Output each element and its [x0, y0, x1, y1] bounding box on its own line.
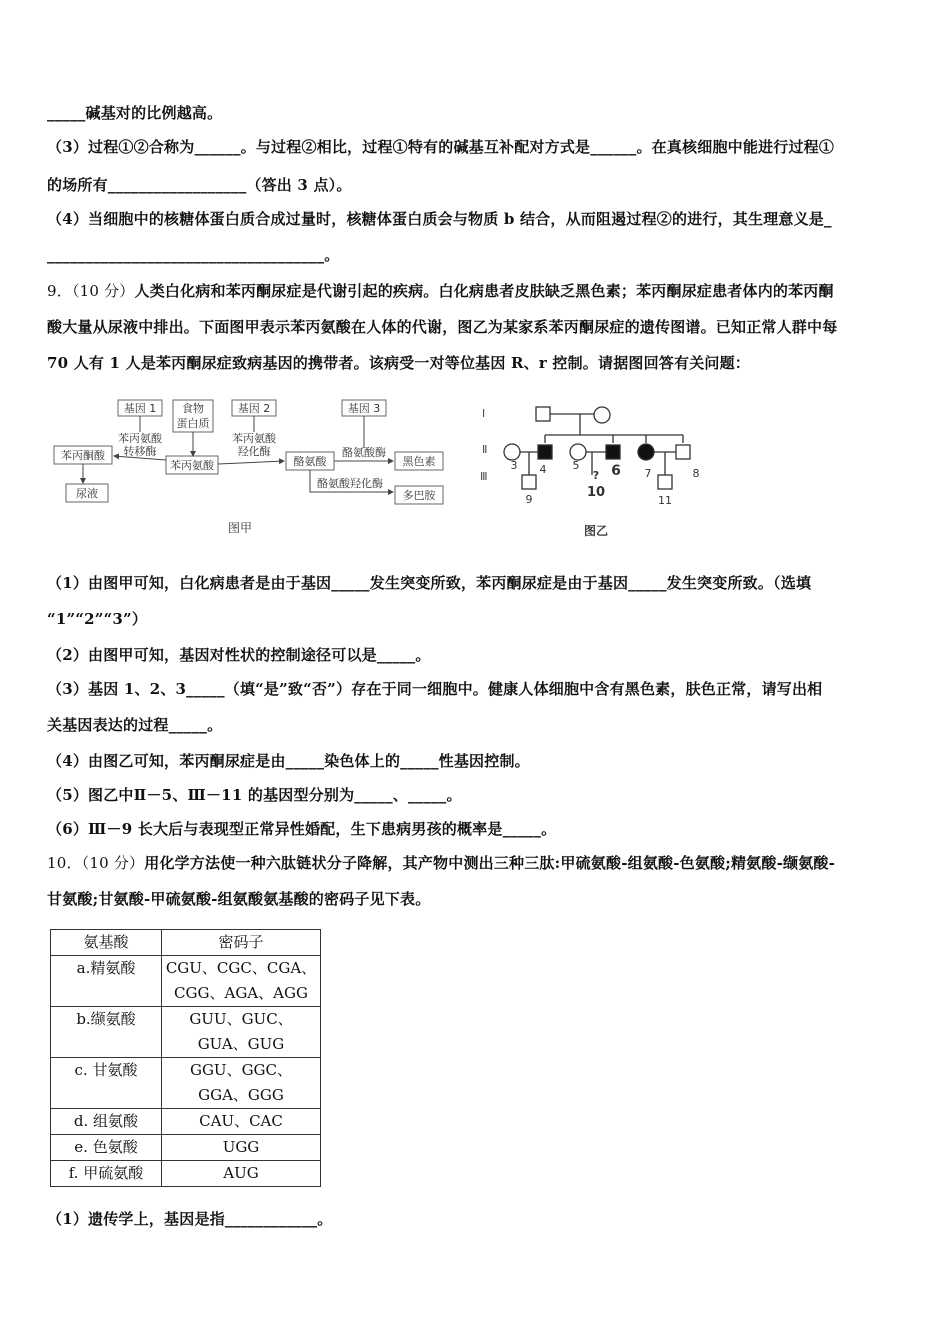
individual-4: [538, 445, 552, 459]
individual-5: [570, 444, 586, 460]
protein-label: 蛋白质: [176, 417, 210, 430]
question-9-4: （4）由图乙可知，苯丙酮尿症是由_____染色体上的_____性基因控制。: [47, 752, 530, 770]
individual-3: [504, 444, 520, 460]
generation-1-label: Ⅰ: [482, 407, 486, 420]
individual-number: 10: [586, 485, 606, 500]
tyrosine-label: 酪氨酸: [293, 455, 327, 468]
question-9-3: （3）基因 1、2、3_____（填“是”致“否”）存在于同一细胞中。健康人体细胞中含有黑色素，肤色正常，请写出相: [47, 680, 823, 698]
phenylpyruvate-label: 苯丙酮酸: [61, 449, 105, 462]
individual-1: [536, 407, 550, 421]
gene-1-label: 基因 1: [123, 402, 157, 415]
question-9-2: （2）由图甲可知，基因对性状的控制途径可以是_____。: [47, 646, 431, 664]
header-cell: 氨基酸: [51, 930, 162, 956]
codon-cell: CGU、CGC、CGA、 CGG、AGA、AGG: [162, 956, 321, 1007]
text-line: 甘氨酸;甘氨酸-甲硫氨酸-组氨酸氨基酸的密码子见下表。: [47, 890, 431, 908]
question-8-4: （4）当细胞中的核糖体蛋白质合成过量时，核糖体蛋白质会与物质 b 结合，从而阻遏过程②的进行，其生理意义是_: [47, 210, 832, 228]
text-line: 70 人有 1 人是苯丙酮尿症致病基因的携带者。该病受一对等位基因 R、r 控制。请据图回答有关问题：: [47, 354, 750, 372]
individual-6: [606, 445, 620, 459]
enzyme-label: 转移酶: [123, 445, 157, 458]
urine-label: 尿液: [76, 487, 98, 500]
food-label: 食物: [182, 402, 204, 415]
generation-3-label: Ⅲ: [480, 470, 488, 483]
amino-acid-cell: d. 组氨酸: [51, 1109, 162, 1135]
gene-3-label: 基因 3: [347, 402, 381, 415]
amino-acid-cell: e. 色氨酸: [51, 1135, 162, 1161]
phenylalanine-label: 苯丙氨酸: [170, 459, 214, 472]
individual-number: 9: [525, 493, 533, 506]
individual-8: [676, 445, 690, 459]
generation-2-label: Ⅱ: [482, 443, 488, 456]
enzyme-label: 酪氨酸羟化酶: [317, 477, 383, 490]
table-header-row: [51, 930, 321, 956]
amino-acid-cell: b.缬氨酸: [51, 1007, 162, 1058]
question-9-6: （6）Ⅲ－9 长大后与表现型正常异性婚配，生下患病男孩的概率是_____。: [47, 820, 557, 838]
individual-number: 6: [611, 463, 621, 479]
enzyme-label: 苯丙氨酸: [232, 432, 276, 445]
dopamine-label: 多巴胺: [402, 489, 436, 502]
amino-acid-cell: c. 甘氨酸: [51, 1058, 162, 1109]
enzyme-label: 酪氨酸酶: [342, 446, 386, 459]
figure-yi-pedigree: [470, 395, 710, 545]
amino-acid-cell: a.精氨酸: [51, 956, 162, 1007]
melanin-label: 黑色素: [402, 455, 436, 468]
individual-11: [658, 475, 672, 489]
text-line: “1”“2”“3”）: [47, 610, 148, 628]
individual-number: 8: [692, 467, 700, 480]
table-row: [51, 1135, 321, 1161]
question-9-1: （1）由图甲可知，白化病患者是由于基因_____发生突变所致，苯丙酮尿症是由于基因_____发生突变所致。（选填: [47, 574, 812, 592]
table-row: [51, 1058, 321, 1109]
text-line: _____碱基对的比例越高。: [47, 104, 223, 122]
text-line: ____________________________________。: [47, 246, 340, 264]
enzyme-label: 苯丙氨酸: [118, 432, 162, 445]
question-10-1: （1）遗传学上，基因是指____________。: [47, 1210, 333, 1228]
individual-number: 4: [539, 463, 547, 476]
codon-table: [50, 929, 321, 1187]
question-number: 9．（10 分）: [47, 282, 135, 300]
codon-cell: GGU、GGC、 GGA、GGG: [162, 1058, 321, 1109]
question-9-stem: 9．（10 分）人类白化病和苯丙酮尿症是代谢引起的疾病。白化病患者皮肤缺乏黑色素；苯丙酮尿症患者体内的苯丙酮: [47, 282, 834, 300]
header-cell: 密码子: [162, 930, 321, 956]
unknown-marker: ?: [592, 469, 600, 482]
individual-number: 7: [644, 467, 652, 480]
figure-jia-pathway: [50, 390, 460, 550]
table-row: [51, 956, 321, 1007]
codon-cell: UGG: [162, 1135, 321, 1161]
amino-acid-cell: f. 甲硫氨酸: [51, 1161, 162, 1187]
individual-number: 5: [572, 459, 580, 472]
individual-2: [594, 407, 610, 423]
gene-2-label: 基因 2: [237, 402, 271, 415]
individual-9: [522, 475, 536, 489]
table-row: [51, 1007, 321, 1058]
question-8-3: （3）过程①②合称为______。与过程②相比，过程①特有的碱基互补配对方式是______。在真核细胞中能进行过程①: [47, 138, 835, 156]
codon-cell: CAU、CAC: [162, 1109, 321, 1135]
text-line: 酸大量从尿液中排出。下面图甲表示苯丙氨酸在人体的代谢，图乙为某家系苯丙酮尿症的遗传图谱。已知正常人群中每: [47, 318, 838, 336]
text-line: 关基因表达的过程_____。: [47, 716, 223, 734]
figure-caption: 图乙: [583, 524, 609, 538]
individual-number: 11: [658, 494, 672, 507]
question-10-stem: 10．（10 分）用化学方法使一种六肽链状分子降解，其产物中测出三种三肽:甲硫氨酸-组氨酸-色氨酸;精氨酸-缬氨酸-: [47, 854, 836, 872]
table-row: [51, 1161, 321, 1187]
individual-7: [638, 444, 654, 460]
enzyme-label: 羟化酶: [237, 445, 271, 458]
figure-caption: 图甲: [227, 521, 253, 535]
codon-cell: GUU、GUC、 GUA、GUG: [162, 1007, 321, 1058]
codon-cell: AUG: [162, 1161, 321, 1187]
question-number: 10．（10 分）: [47, 854, 145, 872]
question-9-5: （5）图乙中Ⅱ－5、Ⅲ－11 的基因型分别为_____、_____。: [47, 786, 462, 804]
text-line: 的场所有__________________（答出 3 点）。: [47, 176, 352, 194]
table-row: [51, 1109, 321, 1135]
individual-number: 3: [510, 459, 518, 472]
